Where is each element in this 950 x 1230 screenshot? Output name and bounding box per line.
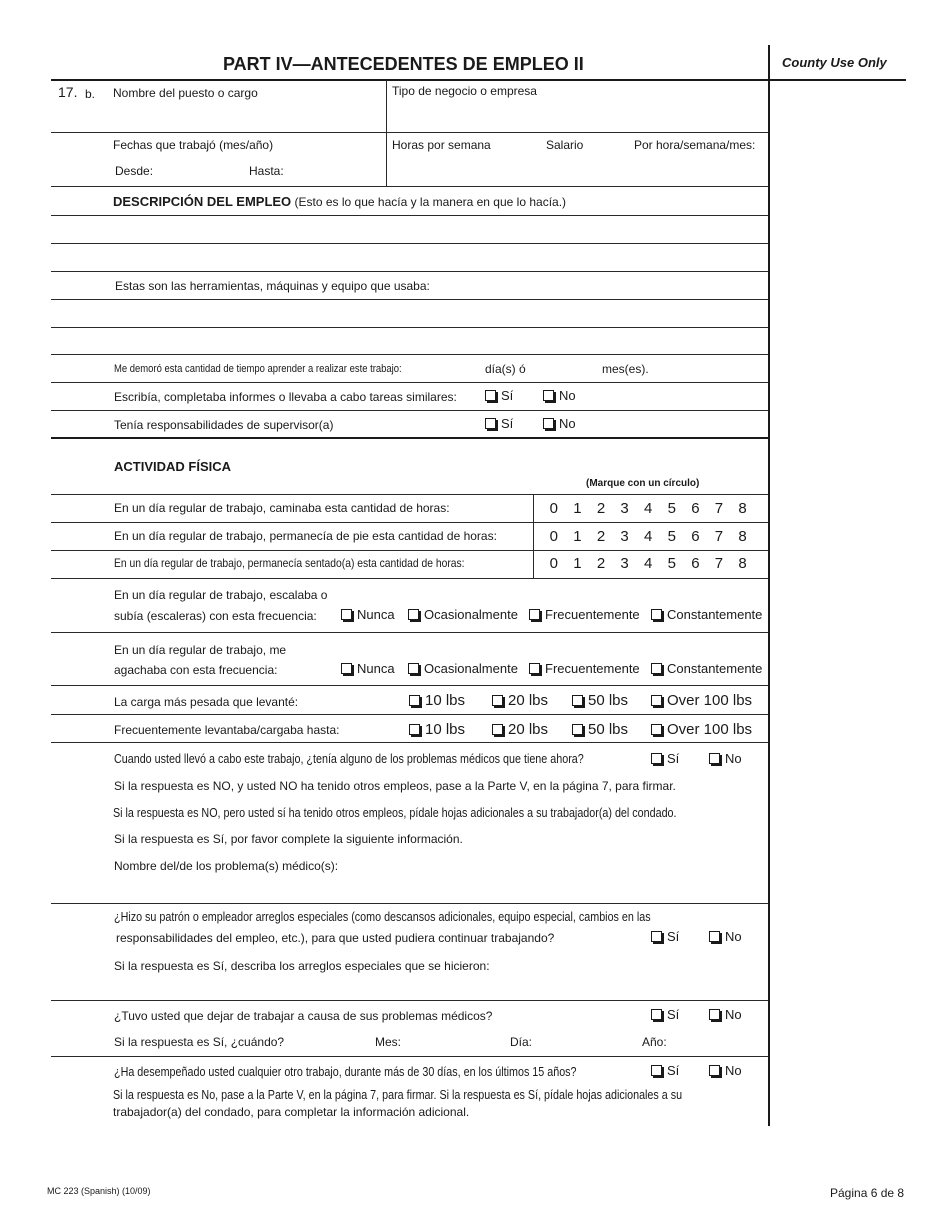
checkbox-icon	[485, 390, 496, 401]
rule	[51, 354, 768, 355]
checkbox-icon	[709, 1065, 720, 1076]
walk-hours-label: En un día regular de trabajo, caminaba esta cantidad de horas:	[114, 501, 450, 515]
bend-frequently-checkbox[interactable]	[529, 661, 640, 676]
rule	[51, 132, 768, 133]
rule	[51, 215, 768, 216]
medical-no-checkbox[interactable]	[709, 751, 742, 766]
supervisor-question: Tenía responsabilidades de supervisor(a)	[114, 418, 334, 432]
climb-never-checkbox[interactable]	[341, 607, 395, 622]
hour-option[interactable]: 1	[573, 528, 582, 545]
reports-yes-checkbox[interactable]	[485, 388, 513, 403]
stand-hours-scale[interactable]	[542, 528, 754, 545]
from-date-label[interactable]: Desde:	[115, 164, 154, 178]
hour-option[interactable]: 6	[691, 500, 700, 517]
stop-day-label[interactable]: Día:	[510, 1035, 533, 1049]
hour-option[interactable]: 3	[620, 500, 629, 517]
arrangements-yes-checkbox[interactable]	[651, 929, 679, 944]
medical-problems-label[interactable]: Nombre del/de los problema(s) médico(s):	[114, 859, 339, 873]
checkbox-icon	[409, 724, 420, 735]
pay-period-label[interactable]: Por hora/semana/mes:	[634, 138, 756, 152]
hour-option[interactable]: 1	[573, 500, 582, 517]
header-rule	[51, 79, 906, 81]
checkbox-icon	[543, 418, 554, 429]
rule	[51, 186, 768, 187]
bend-label-line-1: En un día regular de trabajo, me	[114, 643, 287, 657]
option-label: Constantemente	[667, 607, 763, 622]
checkbox-icon	[651, 663, 662, 674]
option-label: Ocasionalmente	[424, 661, 518, 676]
other-work-question: ¿Ha desempeñado usted cualquier otro trabajo, durante más de 30 días, en los últimos 15 años?	[114, 1065, 577, 1079]
no-label: No	[725, 929, 742, 944]
yes-label: Sí	[667, 1007, 680, 1022]
option-label: 50 lbs	[588, 721, 629, 738]
rule	[51, 550, 768, 551]
page-title: PART IV—ANTECEDENTES DE EMPLEO II	[223, 54, 584, 74]
business-type-label[interactable]: Tipo de negocio o empresa	[392, 84, 537, 98]
checkbox-icon	[529, 609, 540, 620]
checkbox-icon	[651, 724, 662, 735]
checkbox-icon	[709, 753, 720, 764]
item-number: 17.	[58, 84, 78, 100]
option-label: Over 100 lbs	[667, 692, 753, 709]
checkbox-icon	[709, 1009, 720, 1020]
rule	[51, 494, 768, 495]
hour-option[interactable]: 3	[620, 555, 629, 572]
heaviest-10-checkbox[interactable]	[409, 692, 465, 709]
hour-option[interactable]: 5	[667, 500, 676, 517]
hour-option[interactable]: 7	[714, 528, 724, 545]
option-label: Frecuentemente	[545, 607, 640, 622]
option-label: Constantemente	[667, 661, 763, 676]
hour-option[interactable]: 8	[738, 555, 747, 572]
checkbox-icon	[341, 609, 352, 620]
rule	[51, 742, 768, 743]
rule	[51, 382, 768, 383]
checkbox-icon	[529, 663, 540, 674]
sit-hours-label: En un día regular de trabajo, permanecía sentado(a) esta cantidad de horas:	[114, 556, 465, 570]
checkbox-icon	[492, 724, 503, 735]
no-label: No	[559, 416, 576, 431]
climb-label-line-1: En un día regular de trabajo, escalaba o	[114, 588, 328, 602]
yes-label: Sí	[667, 751, 680, 766]
stand-hours-label: En un día regular de trabajo, permanecía de pie esta cantidad de horas:	[114, 529, 497, 543]
hour-option[interactable]: 6	[691, 528, 700, 545]
circle-instruction: (Marque con un círculo)	[586, 478, 700, 489]
bend-never-checkbox[interactable]	[341, 661, 395, 676]
option-label: Frecuentemente	[545, 661, 640, 676]
no-label: No	[559, 388, 576, 403]
hour-option[interactable]: 6	[691, 555, 700, 572]
arrangements-describe-label[interactable]: Si la respuesta es Sí, describa los arreglos especiales que se hicieron:	[114, 959, 490, 973]
checkbox-icon	[651, 1009, 662, 1020]
rule	[51, 299, 768, 300]
hour-option[interactable]: 0	[549, 528, 558, 545]
option-label: Nunca	[357, 607, 395, 622]
frequent-50-checkbox[interactable]	[572, 721, 628, 738]
no-label: No	[725, 751, 742, 766]
yes-label: Sí	[501, 416, 514, 431]
option-label: 20 lbs	[508, 692, 549, 709]
rule	[51, 685, 768, 686]
checkbox-icon	[651, 695, 662, 706]
hour-option[interactable]: 5	[667, 528, 676, 545]
medical-question: Cuando usted llevó a cabo este trabajo, ¿tenía alguno de los problemas médicos que tiene ahora?	[114, 752, 584, 766]
hours-per-week-label[interactable]: Horas por semana	[392, 138, 491, 152]
county-use-label: County Use Only	[782, 55, 887, 70]
climb-frequently-checkbox[interactable]	[529, 607, 640, 622]
job-field-divider	[386, 80, 387, 186]
climb-label-line-2: subía (escaleras) con esta frecuencia:	[114, 609, 317, 623]
hour-option[interactable]: 8	[738, 500, 747, 517]
rule	[51, 632, 768, 633]
stop-working-question: ¿Tuvo usted que dejar de trabajar a causa de sus problemas médicos?	[114, 1009, 493, 1023]
checkbox-icon	[485, 418, 496, 429]
no-label: No	[725, 1007, 742, 1022]
option-label: 50 lbs	[588, 692, 629, 709]
tools-label[interactable]: Estas son las herramientas, máquinas y equipo que usaba:	[115, 279, 430, 293]
rule	[51, 1000, 768, 1001]
rule	[51, 271, 768, 272]
heaviest-20-checkbox[interactable]	[492, 692, 548, 709]
heaviest-50-checkbox[interactable]	[572, 692, 628, 709]
hour-option[interactable]: 0	[549, 500, 558, 517]
rule	[51, 903, 768, 904]
stop-year-label[interactable]: Año:	[642, 1035, 667, 1049]
frequent-100-checkbox[interactable]	[651, 721, 752, 738]
medical-if-no-other-jobs-instruction: Si la respuesta es NO, pero usted sí ha tenido otros empleos, pídale hojas adicionales a su trabajador(a) del condado.	[113, 806, 677, 820]
climb-occasionally-checkbox[interactable]	[408, 607, 518, 622]
months-label[interactable]: mes(es).	[602, 362, 649, 376]
rule	[51, 578, 768, 579]
rule	[51, 410, 768, 411]
learning-time-label: Me demoró esta cantidad de tiempo aprender a realizar este trabajo:	[114, 363, 402, 375]
reports-question: Escribía, completaba informes o llevaba a cabo tareas similares:	[114, 390, 457, 404]
frequent-load-label: Frecuentemente levantaba/cargaba hasta:	[114, 723, 340, 737]
job-description-title: DESCRIPCIÓN DEL EMPLEO	[113, 194, 292, 209]
hour-option[interactable]: 2	[596, 528, 606, 545]
stop-working-yes-checkbox[interactable]	[651, 1007, 679, 1022]
item-sub-letter: b.	[85, 87, 96, 101]
page-number: Página 6 de 8	[830, 1186, 905, 1200]
hour-option[interactable]: 2	[596, 555, 606, 572]
arrangements-no-checkbox[interactable]	[709, 929, 742, 944]
medical-if-yes-instruction: Si la respuesta es Sí, por favor complete la siguiente información.	[114, 832, 463, 846]
yes-label: Sí	[667, 1063, 680, 1078]
option-label: Ocasionalmente	[424, 607, 518, 622]
physical-activity-heading: ACTIVIDAD FÍSICA	[114, 459, 231, 474]
checkbox-icon	[651, 1065, 662, 1076]
hour-option[interactable]: 1	[573, 555, 582, 572]
no-label: No	[725, 1063, 742, 1078]
stop-working-no-checkbox[interactable]	[709, 1007, 742, 1022]
rule	[51, 327, 768, 328]
other-work-no-checkbox[interactable]	[709, 1063, 742, 1078]
hour-option[interactable]: 7	[714, 500, 724, 517]
salary-label[interactable]: Salario	[546, 138, 584, 152]
stop-month-label[interactable]: Mes:	[375, 1035, 402, 1049]
checkbox-icon	[651, 609, 662, 620]
yes-label: Sí	[501, 388, 514, 403]
hour-option[interactable]: 4	[644, 500, 653, 517]
rule	[51, 1056, 768, 1057]
checkbox-icon	[492, 695, 503, 706]
other-work-note-line-1: Si la respuesta es No, pase a la Parte V, en la página 7, para firmar. Si la respuesta es Sí, pídale hojas adicionales a su	[113, 1088, 683, 1102]
option-label: 10 lbs	[425, 721, 466, 738]
hour-option[interactable]: 0	[549, 555, 558, 572]
county-column-divider	[768, 45, 770, 1126]
job-title-label[interactable]: Nombre del puesto o cargo	[113, 86, 258, 100]
job-description-note: (Esto es lo que hacía y la manera en que lo hacía.)	[294, 195, 567, 209]
checkbox-icon	[543, 390, 554, 401]
checkbox-icon	[572, 695, 583, 706]
rule	[51, 714, 768, 715]
medical-yes-checkbox[interactable]	[651, 751, 679, 766]
form-id: MC 223 (Spanish) (10/09)	[47, 1186, 151, 1196]
checkbox-icon	[409, 695, 420, 706]
hour-option[interactable]: 2	[596, 500, 606, 517]
option-label: Nunca	[357, 661, 395, 676]
walk-hours-scale[interactable]	[542, 500, 754, 517]
medical-if-no-instruction: Si la respuesta es NO, y usted NO ha tenido otros empleos, pase a la Parte V, en la página 7, para firmar.	[114, 779, 676, 793]
rule	[51, 522, 768, 523]
supervisor-no-checkbox[interactable]	[543, 416, 576, 431]
hour-option[interactable]: 3	[620, 528, 629, 545]
option-label: 10 lbs	[425, 692, 466, 709]
hour-option[interactable]: 4	[644, 528, 653, 545]
section-rule	[51, 437, 768, 439]
option-label: Over 100 lbs	[667, 721, 753, 738]
heaviest-100-checkbox[interactable]	[651, 692, 752, 709]
reports-no-checkbox[interactable]	[543, 388, 576, 403]
checkbox-icon	[341, 663, 352, 674]
checkbox-icon	[408, 609, 419, 620]
frequent-20-checkbox[interactable]	[492, 721, 548, 738]
arrangements-question-line-2: responsabilidades del empleo, etc.), para que usted pudiera continuar trabajando?	[116, 931, 555, 945]
other-work-note-line-2: trabajador(a) del condado, para completar la información adicional.	[113, 1105, 470, 1119]
rule	[51, 243, 768, 244]
stop-when-label: Si la respuesta es Sí, ¿cuándo?	[114, 1035, 285, 1049]
bend-occasionally-checkbox[interactable]	[408, 661, 518, 676]
heaviest-load-label: La carga más pesada que levanté:	[114, 695, 299, 709]
hour-option[interactable]: 7	[714, 555, 724, 572]
arrangements-question-line-1: ¿Hizo su patrón o empleador arreglos especiales (como descansos adicionales, equipo especial, cambios en las	[114, 910, 651, 924]
checkbox-icon	[651, 931, 662, 942]
checkbox-icon	[408, 663, 419, 674]
frequent-10-checkbox[interactable]	[409, 721, 465, 738]
other-work-yes-checkbox[interactable]	[651, 1063, 679, 1078]
checkbox-icon	[709, 931, 720, 942]
job-description-heading	[113, 194, 566, 209]
hour-option[interactable]: 8	[738, 528, 747, 545]
bend-label-line-2: agachaba con esta frecuencia:	[114, 663, 278, 677]
climb-constantly-checkbox[interactable]	[651, 607, 762, 622]
hour-option[interactable]: 5	[667, 555, 676, 572]
checkbox-icon	[651, 753, 662, 764]
hours-scale-divider	[533, 494, 534, 578]
bend-constantly-checkbox[interactable]	[651, 661, 762, 676]
option-label: 20 lbs	[508, 721, 549, 738]
sit-hours-scale[interactable]	[542, 555, 754, 572]
checkbox-icon	[572, 724, 583, 735]
hour-option[interactable]: 4	[644, 555, 653, 572]
supervisor-yes-checkbox[interactable]	[485, 416, 513, 431]
to-date-label[interactable]: Hasta:	[249, 164, 284, 178]
days-label[interactable]: día(s) ó	[485, 362, 526, 376]
dates-worked-label: Fechas que trabajó (mes/año)	[113, 138, 274, 152]
yes-label: Sí	[667, 929, 680, 944]
